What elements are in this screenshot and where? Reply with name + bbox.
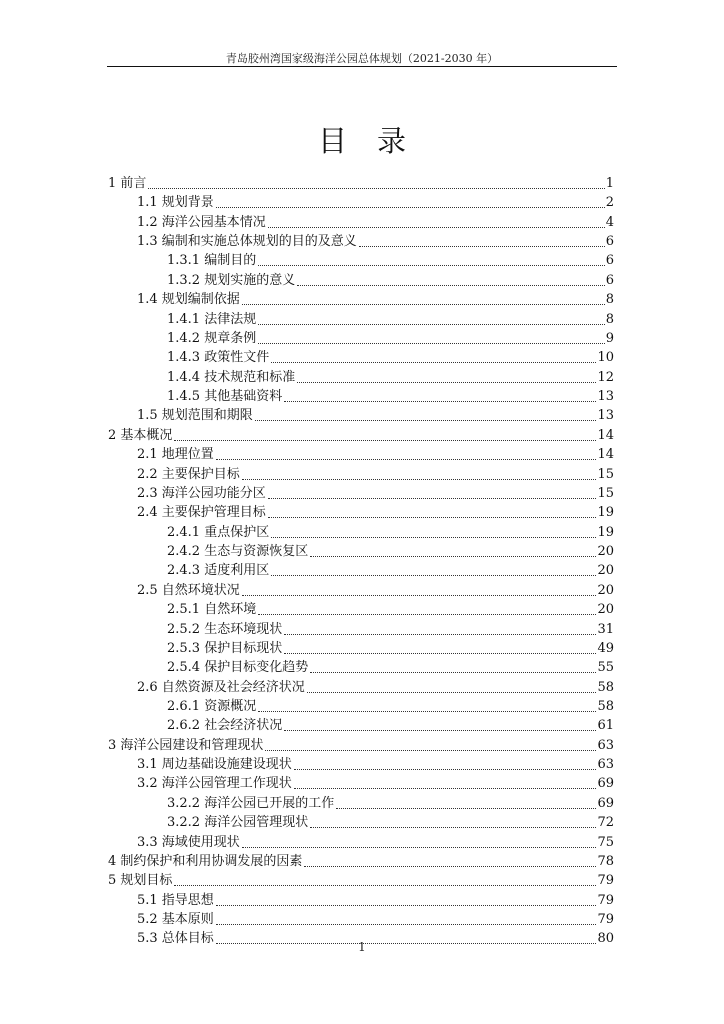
toc-entry[interactable] [108, 872, 614, 890]
toc-entry-page: 14 [597, 427, 614, 443]
toc-entry[interactable] [167, 795, 614, 813]
toc-entry[interactable] [167, 698, 614, 716]
toc-entry[interactable] [167, 349, 614, 367]
toc-entry-page: 19 [597, 524, 614, 540]
toc-entry[interactable] [137, 756, 614, 774]
toc-entry-label: 3 海洋公园建设和管理现状 [108, 737, 264, 753]
toc-dot-leader [268, 498, 597, 499]
toc-entry-label: 3.2.2 海洋公园管理现状 [167, 815, 309, 831]
toc-entry-page: 13 [597, 389, 614, 405]
toc-entry[interactable] [137, 679, 614, 697]
toc-dot-leader [174, 440, 596, 441]
toc-entry[interactable] [108, 175, 614, 193]
toc-entry-page: 31 [597, 621, 614, 637]
toc-entry[interactable] [167, 369, 614, 387]
toc-dot-leader [310, 827, 596, 828]
toc-entry-page: 63 [597, 757, 614, 773]
toc-entry[interactable] [108, 427, 614, 445]
toc-entry-label: 2.5.1 自然环境 [167, 602, 257, 618]
toc-entry-label: 1.4.2 规章条例 [167, 330, 257, 346]
toc-entry[interactable] [167, 621, 614, 639]
toc-entry-page: 8 [605, 292, 614, 308]
toc-entry[interactable] [108, 737, 614, 755]
toc-dot-leader [336, 808, 596, 809]
toc-dot-leader [359, 246, 605, 247]
toc-entry-page: 79 [597, 873, 614, 889]
toc-entry-page: 61 [597, 718, 614, 734]
toc-entry-label: 3.1 周边基础设施建设现状 [137, 757, 292, 773]
toc-entry-label: 2.4.3 适度利用区 [167, 563, 270, 579]
toc-dot-leader [174, 885, 596, 886]
toc-entry-page: 6 [605, 272, 614, 288]
toc-entry-label: 1.3 编制和实施总体规划的目的及意义 [137, 234, 357, 250]
toc-entry[interactable] [137, 407, 614, 425]
toc-entry[interactable] [167, 311, 614, 329]
toc-entry-page: 15 [597, 466, 614, 482]
toc-dot-leader [242, 479, 597, 480]
toc-entry-label: 1.4 规划编制依据 [137, 292, 240, 308]
toc-dot-leader [258, 343, 605, 344]
toc-entry-page: 1 [605, 176, 614, 191]
toc-entry-page: 9 [605, 330, 614, 346]
toc-entry-page: 63 [597, 737, 614, 753]
toc-entry[interactable] [137, 834, 614, 852]
toc-dot-leader [271, 537, 596, 538]
toc-entry-label: 1.1 规划背景 [137, 195, 214, 211]
toc-dot-leader [148, 188, 604, 189]
header-rule [107, 66, 617, 67]
toc-entry-page: 4 [605, 214, 614, 230]
toc-dot-leader [307, 692, 597, 693]
toc-entry-page: 13 [597, 408, 614, 424]
page-title: 目录 [317, 124, 436, 158]
page-number: 1 [358, 940, 366, 954]
toc-entry-label: 1.4.1 法律法规 [167, 311, 257, 327]
toc-dot-leader [265, 750, 596, 751]
toc-entry-label: 2.3 海洋公园功能分区 [137, 485, 266, 501]
toc-entry[interactable] [137, 446, 614, 464]
toc-entry[interactable] [167, 388, 614, 406]
toc-dot-leader [304, 866, 596, 867]
toc-entry[interactable] [167, 640, 614, 658]
toc-dot-leader [271, 362, 596, 363]
toc-entry[interactable] [167, 330, 614, 348]
toc-entry-page: 49 [597, 640, 614, 656]
toc-entry[interactable] [137, 291, 614, 309]
toc-entry-page: 20 [597, 602, 614, 618]
toc-entry-label: 2.2 主要保护目标 [137, 466, 240, 482]
toc-dot-leader [216, 459, 597, 460]
toc-dot-leader [271, 575, 596, 576]
toc-entry-label: 5.1 指导思想 [137, 892, 214, 908]
toc-entry-label: 2.4 主要保护管理目标 [137, 505, 266, 521]
toc-entry[interactable] [167, 659, 614, 677]
toc-entry-page: 6 [605, 234, 614, 250]
toc-entry-page: 69 [597, 776, 614, 792]
toc-dot-leader [310, 556, 596, 557]
toc-entry-page: 79 [597, 912, 614, 928]
toc-entry-page: 20 [597, 582, 614, 598]
toc-entry-label: 2.4.2 生态与资源恢复区 [167, 544, 309, 560]
toc-entry-page: 72 [597, 815, 614, 831]
toc-entry[interactable] [137, 214, 614, 232]
toc-dot-leader [294, 788, 597, 789]
toc-entry-page: 8 [605, 311, 614, 327]
toc-dot-leader [216, 207, 605, 208]
toc-entry-page: 20 [597, 563, 614, 579]
toc-entry[interactable] [167, 524, 614, 542]
toc-entry-label: 1.4.4 技术规范和标准 [167, 369, 296, 385]
toc-entry-page: 2 [605, 195, 614, 211]
toc-entry-page: 6 [605, 253, 614, 269]
toc-entry-page: 20 [597, 544, 614, 560]
toc-entry-label: 1.3.1 编制目的 [167, 253, 257, 269]
toc-entry-page: 58 [597, 679, 614, 695]
toc-entry-label: 1.4.3 政策性文件 [167, 350, 270, 366]
toc-dot-leader [297, 285, 605, 286]
toc-entry-label: 3.3 海域使用现状 [137, 834, 240, 850]
toc-dot-leader [268, 517, 597, 518]
toc-entry-label: 2 基本概况 [108, 427, 173, 443]
toc-dot-leader [258, 324, 605, 325]
toc-dot-leader [310, 672, 596, 673]
toc-entry-page: 10 [597, 350, 614, 366]
toc-dot-leader [216, 905, 597, 906]
toc-dot-leader [255, 420, 597, 421]
toc-entry-label: 5 规划目标 [108, 873, 173, 889]
toc-entry[interactable] [167, 814, 614, 832]
toc-entry[interactable] [137, 911, 614, 929]
toc-dot-leader [284, 653, 596, 654]
toc-entry[interactable] [167, 543, 614, 561]
toc-entry[interactable] [137, 485, 614, 503]
toc-dot-leader [242, 847, 597, 848]
toc-dot-leader [284, 634, 596, 635]
toc-dot-leader [242, 595, 597, 596]
toc-entry-label: 1.3.2 规划实施的意义 [167, 272, 296, 288]
toc-entry-page: 19 [597, 505, 614, 521]
toc-entry-label: 2.5 自然环境状况 [137, 582, 240, 598]
toc-entry-label: 5.3 总体目标 [137, 931, 214, 947]
toc-entry-page: 15 [597, 485, 614, 501]
toc-entry[interactable] [137, 775, 614, 793]
toc-entry[interactable] [137, 466, 614, 484]
toc-dot-leader [284, 730, 596, 731]
toc-entry-label: 1.4.5 其他基础资料 [167, 389, 283, 405]
toc-entry-page: 78 [597, 853, 614, 869]
toc-entry[interactable] [167, 601, 614, 619]
toc-entry[interactable] [108, 853, 614, 871]
toc-dot-leader [294, 769, 597, 770]
toc-dot-leader [242, 304, 605, 305]
toc-entry-label: 2.6.2 社会经济状况 [167, 718, 283, 734]
toc-entry-label: 1.2 海洋公园基本情况 [137, 214, 266, 230]
toc-entry[interactable] [137, 892, 614, 910]
toc-entry-label: 4 制约保护和利用协调发展的因素 [108, 853, 303, 869]
toc-entry-page: 69 [597, 795, 614, 811]
toc-entry-label: 2.5.3 保护目标现状 [167, 640, 283, 656]
toc-entry[interactable] [167, 252, 614, 270]
toc-entry-label: 1 前言 [108, 176, 147, 191]
toc-dot-leader [258, 614, 596, 615]
toc-entry-label: 1.5 规划范围和期限 [137, 408, 253, 424]
toc-entry-page: 55 [597, 660, 614, 676]
toc-entry[interactable] [167, 717, 614, 735]
toc-entry-label: 2.6.1 资源概况 [167, 698, 257, 714]
toc-entry-label: 2.5.4 保护目标变化趋势 [167, 660, 309, 676]
toc-dot-leader [258, 265, 605, 266]
toc-entry-label: 3.2.2 海洋公园已开展的工作 [167, 795, 335, 811]
toc-entry-page: 12 [597, 369, 614, 385]
toc-entry[interactable] [137, 582, 614, 600]
toc-entry-label: 2.4.1 重点保护区 [167, 524, 270, 540]
toc-entry[interactable] [167, 272, 614, 290]
toc-entry-page: 79 [597, 892, 614, 908]
toc-entry[interactable] [137, 233, 614, 251]
toc-dot-leader [258, 711, 596, 712]
toc-entry[interactable] [137, 194, 614, 212]
toc-dot-leader [297, 382, 596, 383]
toc-dot-leader [268, 227, 605, 228]
toc-entry-label: 2.6 自然资源及社会经济状况 [137, 679, 305, 695]
toc-entry-page: 58 [597, 698, 614, 714]
toc-dot-leader [284, 401, 596, 402]
running-header: 青岛胶州湾国家级海洋公园总体规划（2021-2030 年） [225, 52, 499, 65]
toc-entry-label: 2.5.2 生态环境现状 [167, 621, 283, 637]
toc-dot-leader [216, 924, 597, 925]
toc-entry[interactable] [137, 504, 614, 522]
toc-entry-page: 80 [597, 931, 614, 947]
toc-entry[interactable] [167, 562, 614, 580]
toc-entry-label: 2.1 地理位置 [137, 447, 214, 463]
toc-entry-label: 3.2 海洋公园管理工作现状 [137, 776, 292, 792]
toc-entry-page: 75 [597, 834, 614, 850]
toc-entry-page: 14 [597, 447, 614, 463]
toc-entry-label: 5.2 基本原则 [137, 912, 214, 928]
